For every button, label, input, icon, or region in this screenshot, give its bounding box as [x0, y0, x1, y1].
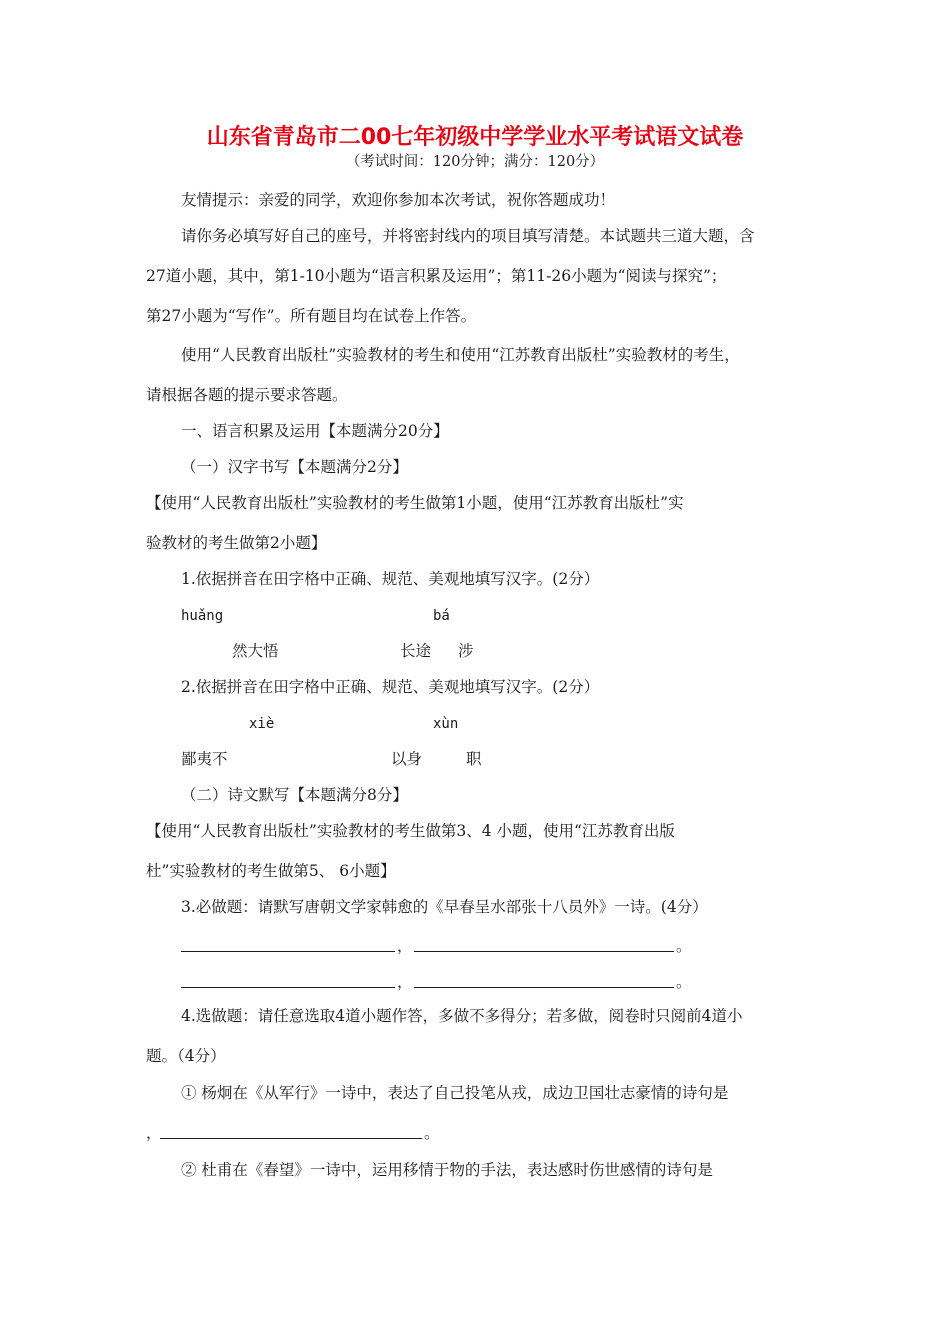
intro-line-2: 27道小题，其中，第1-10小题为“语言积累及运用”；第11-26小题为“阅读与探究”；: [146, 267, 727, 285]
question-2-text: 2.依据拼音在田字格中正确、规范、美观地填写汉字。(2分）: [181, 678, 600, 696]
part-2-instruction-line-2: 杜”实验教材的考生做第5、 6小题】: [146, 862, 396, 880]
note-line-1: 使用“人民教育出版杜”实验教材的考生和使用“江苏教育出版杜”实验教材的考生，: [181, 346, 740, 364]
question-4-text-line-2: 题。（4分）: [146, 1047, 226, 1065]
part-2-heading: （二）诗文默写【本题满分8分】: [181, 786, 408, 804]
q4-item-1-answer-line[interactable]: [160, 1138, 422, 1139]
intro-line-3: 第27小题为“写作”。所有题目均在试卷上作答。: [146, 307, 477, 325]
q4-item-2: ② 杜甫在《春望》一诗中，运用移情于物的手法，表达感时伤世感情的诗句是: [181, 1161, 713, 1179]
q2-pinyin-a: xiè: [249, 716, 275, 732]
q3-comma-2: ，: [397, 973, 413, 991]
q3-answer-line-1a[interactable]: [181, 951, 395, 952]
q2-word-b1: 以身: [391, 750, 423, 768]
note-line-2: 请根据各题的提示要求答题。: [146, 386, 348, 404]
q1-pinyin-a: huǎng: [181, 608, 224, 624]
q1-word-b1: 长途: [400, 642, 432, 660]
q2-word-a: 鄙夷不: [181, 750, 228, 768]
q4-item-1: ① 杨炯在《从军行》一诗中，表达了自己投笔从戎，成边卫国壮志豪情的诗句是: [181, 1084, 729, 1102]
q3-answer-line-2a[interactable]: [181, 987, 395, 988]
part-2-instruction-line-1: 【使用“人民教育出版杜”实验教材的考生做第3、4 小题，使用“江苏教育出版: [146, 822, 675, 840]
q4-item-1-period: 。: [424, 1124, 440, 1142]
q3-period-2: 。: [676, 973, 692, 991]
q3-answer-line-2b[interactable]: [414, 987, 674, 988]
part-1-heading: （一）汉字书写【本题满分2分】: [181, 458, 408, 476]
section-1-heading: 一、语言积累及运用【本题满分20分】: [181, 422, 449, 440]
q4-item-1-comma: ，: [146, 1124, 162, 1142]
q1-pinyin-b: bá: [433, 608, 450, 624]
exam-title: 山东省青岛市二00七年初级中学学业水平考试语文试卷: [206, 125, 744, 150]
question-4-text-line-1: 4.选做题：请任意选取4道小题作答，多做不多得分；若多做，阅卷时只阅前4道小: [181, 1007, 743, 1025]
q3-answer-line-1b[interactable]: [414, 951, 674, 952]
q1-word-a: 然大悟: [232, 642, 279, 660]
question-3-text: 3.必做题：请默写唐朝文学家韩愈的《早春呈水部张十八员外》一诗。(4分）: [181, 898, 708, 916]
intro-line-1: 请你务必填写好自己的座号，并将密封线内的项目填写清楚。本试题共三道大题，含: [181, 227, 755, 245]
part-1-instruction-line-1: 【使用“人民教育出版杜”实验教材的考生做第1小题，使用“江苏教育出版杜”实: [146, 494, 684, 512]
q3-period-1: 。: [676, 937, 692, 955]
q3-comma-1: ，: [397, 937, 413, 955]
friendly-tip: 友情提示：亲爱的同学，欢迎你参加本次考试，祝你答题成功！: [181, 191, 616, 209]
part-1-instruction-line-2: 验教材的考生做第2小题】: [146, 534, 327, 552]
q1-word-b2: 涉: [458, 642, 474, 660]
q2-word-b2: 职: [466, 750, 482, 768]
exam-subtitle: （考试时间：120分钟；满分：120分）: [345, 154, 605, 170]
q2-pinyin-b: xùn: [433, 716, 459, 732]
question-1-text: 1.依据拼音在田字格中正确、规范、美观地填写汉字。(2分）: [181, 570, 600, 588]
